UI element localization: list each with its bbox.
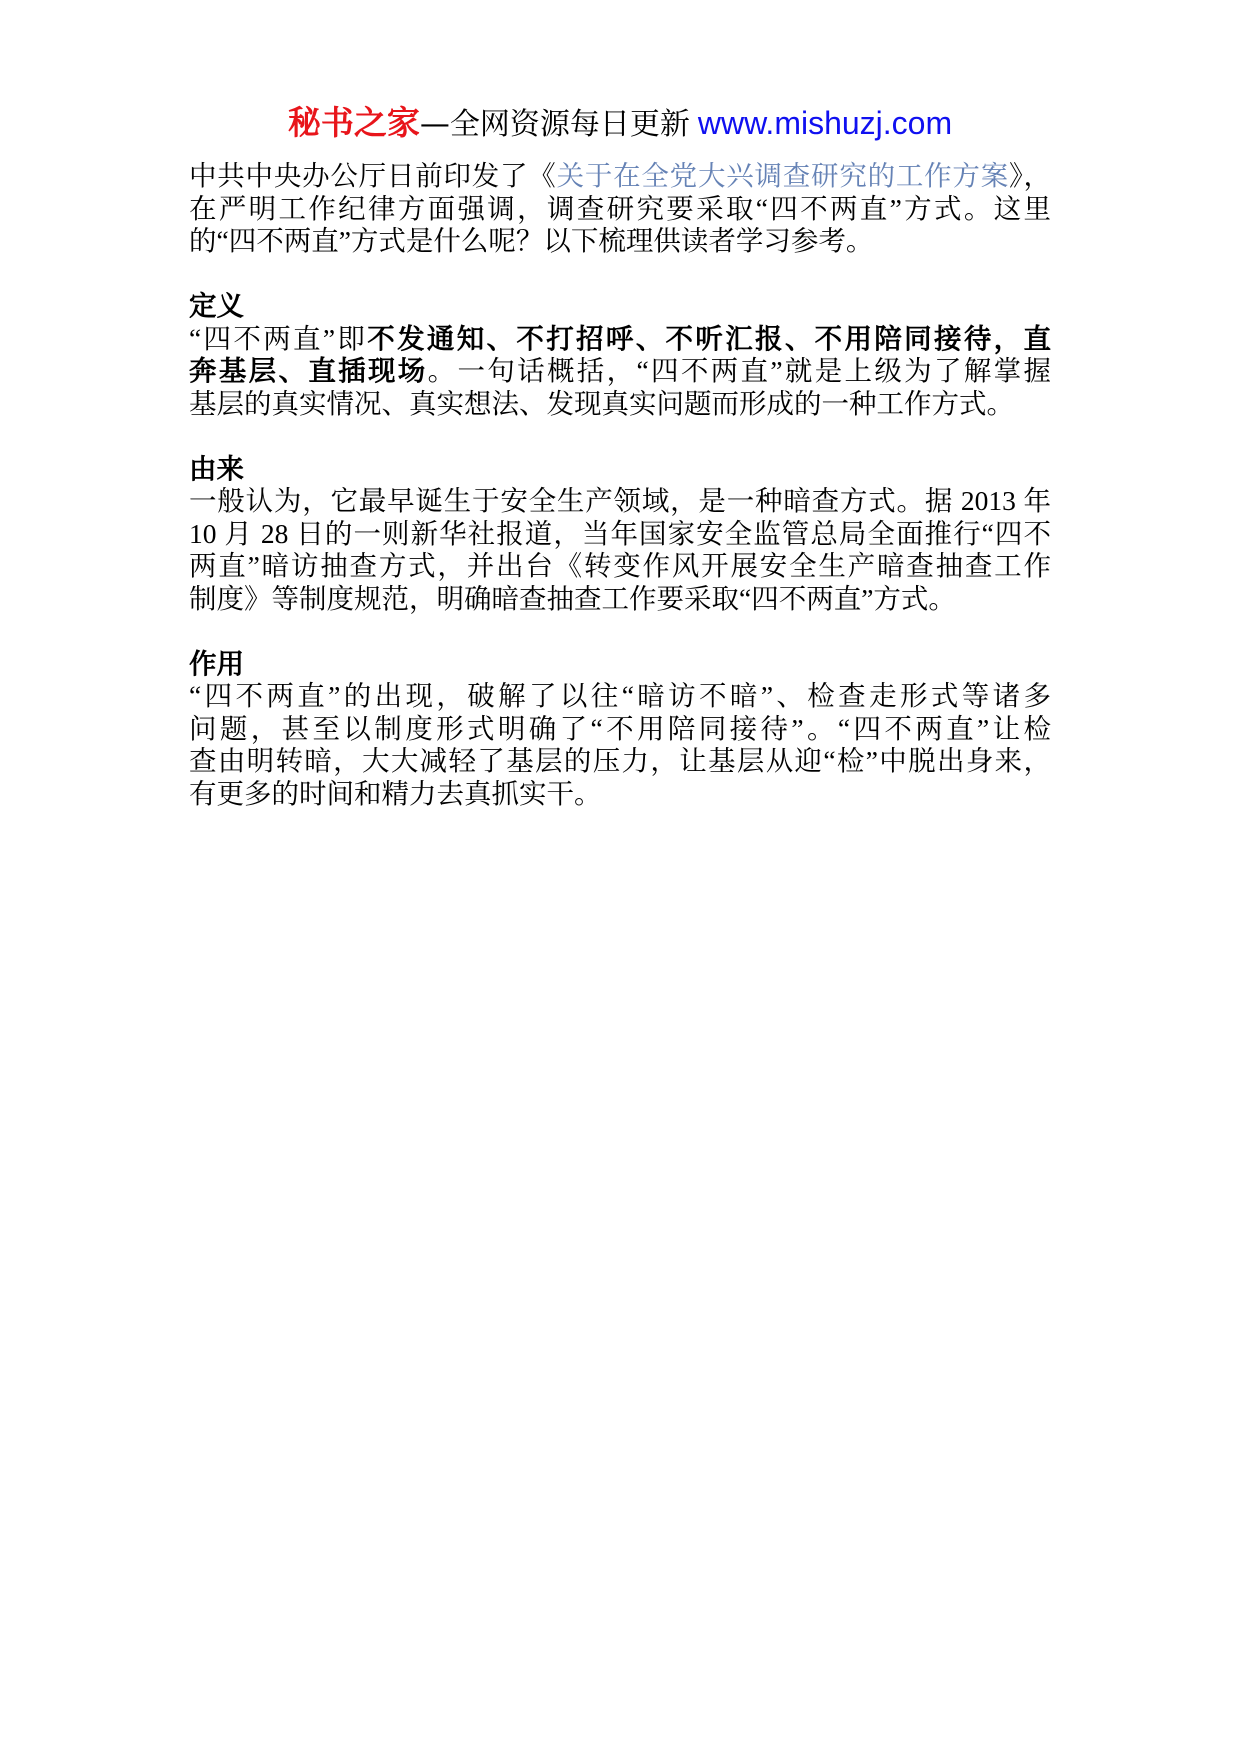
bold-text-segment: 不发通知、不打招呼、不听汇报、不用陪同接待，直 xyxy=(367,322,1051,354)
section-definition xyxy=(189,290,1051,420)
text-line xyxy=(189,355,1051,388)
section-heading: 作用 xyxy=(189,647,244,679)
text-line: 的“四不两直”方式是什么呢？以下梳理供读者学习参考。 xyxy=(189,225,874,256)
text-line xyxy=(189,323,1051,356)
text-line: 问题，甚至以制度形式明确了“不用陪同接待”。“四不两直”让检 xyxy=(189,712,1051,744)
text-line: 基层的真实情况、真实想法、发现真实问题而形成的一种工作方式。 xyxy=(189,387,1014,419)
text-line: 10 月 28 日的一则新华社报道，当年国家安全监管总局全面推行“四不 xyxy=(189,517,1051,549)
site-url-link[interactable]: www.mishuzj.com xyxy=(697,105,953,141)
page-header xyxy=(0,102,1240,150)
text-line: “四不两直”的出现，破解了以往“暗访不暗”、检查走形式等诸多 xyxy=(189,680,1051,711)
text-line: 一般认为，它最早诞生于安全生产领域，是一种暗查方式。据 2013 年 xyxy=(189,485,1051,516)
header-tagline: —全网资源每日更新 xyxy=(419,107,690,142)
brand-name: 秘书之家 xyxy=(287,103,420,142)
text-line: 两直”暗访抽查方式，并出台《转变作风开展安全生产暗查抽查工作 xyxy=(189,550,1051,581)
text-segment: “四不两直”即 xyxy=(189,322,368,354)
text-line: 在严明工作纪律方面强调，调查研究要采取“四不两直”方式。这里 xyxy=(189,192,1051,224)
document-body xyxy=(189,160,1051,810)
intro-paragraph xyxy=(189,160,1051,258)
text-segment: 中共中央办公厅日前印发了《 xyxy=(189,160,557,191)
document-title-link[interactable]: 关于在全党大兴调查研究的工作方案 xyxy=(556,160,1009,191)
text-segment: 》， xyxy=(1008,160,1052,191)
text-segment: 。一句话概括，“四不两直”就是上级为了解掌握 xyxy=(427,355,1052,386)
section-effect xyxy=(189,648,1051,811)
section-heading: 由来 xyxy=(189,452,244,484)
text-line: 有更多的时间和精力去真抓实干。 xyxy=(189,777,602,809)
bold-text-segment: 奔基层、直插现场 xyxy=(189,355,428,386)
section-origin xyxy=(189,453,1051,616)
text-line: 制度》等制度规范，明确暗查抽查工作要采取“四不两直”方式。 xyxy=(189,582,956,614)
text-line xyxy=(189,160,1051,193)
section-heading: 定义 xyxy=(189,290,244,321)
text-line: 查由明转暗，大大减轻了基层的压力，让基层从迎“检”中脱出身来， xyxy=(189,745,1051,776)
